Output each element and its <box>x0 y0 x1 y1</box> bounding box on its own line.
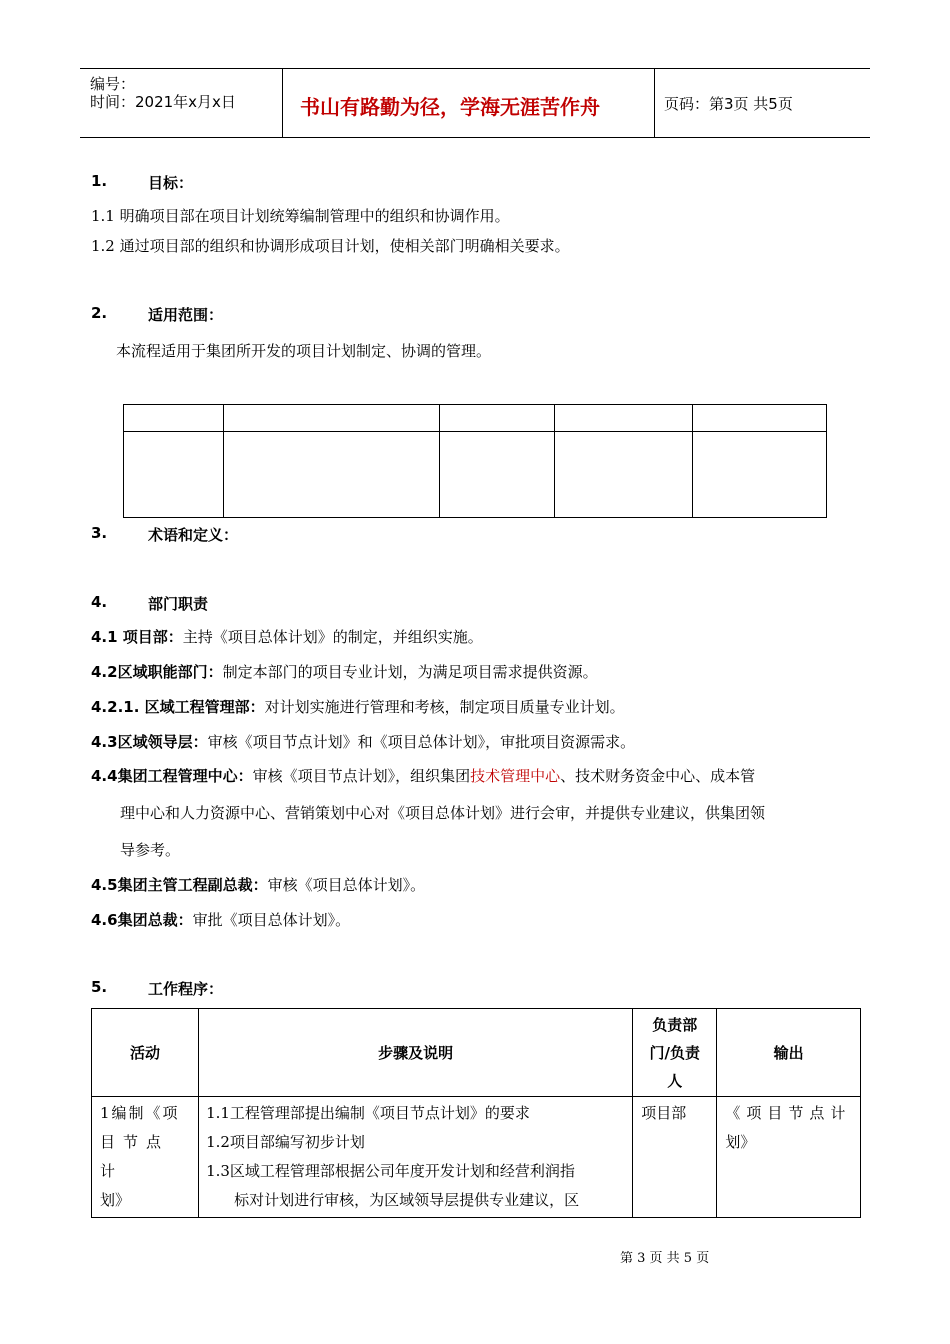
duty-text: 制定本部门的项目专业计划，为满足项目需求提供资源。 <box>222 663 598 681</box>
blank-table <box>123 404 827 518</box>
blank-cell <box>224 432 440 518</box>
cell-steps <box>199 1097 633 1218</box>
header-meta-cell <box>80 69 283 137</box>
step-line: 标对计划进行审核，为区域领导层提供专业建议，区 <box>234 1191 580 1209</box>
blank-cell <box>224 405 440 432</box>
blank-cell <box>124 432 224 518</box>
step-line: 1.3区域工程管理部根据公司年度开发计划和经营利润指 <box>206 1162 575 1180</box>
section-2-number: 2. <box>91 304 108 322</box>
duty-4-4-line-2: 理中心和人力资源中心、营销策划中心对《项目总体计划》进行会审，并提供专业建议，供集团领 <box>120 804 766 822</box>
header-owner <box>633 1009 717 1097</box>
document-header <box>80 68 870 138</box>
duty-label: 4.1 项目部： <box>91 628 183 646</box>
duty-label: 4.4集团工程管理中心： <box>91 767 253 785</box>
section-5-title: 工作程序： <box>148 980 224 998</box>
duty-text: 审核《项目总体计划》。 <box>267 876 426 894</box>
cell-activity <box>92 1097 199 1218</box>
section-2-body: 本流程适用于集团所开发的项目计划制定、协调的管理。 <box>116 342 492 360</box>
duty-text: 审核《项目节点计划》和《项目总体计划》，审批项目资源需求。 <box>207 733 636 751</box>
step-line: 1.2项目部编写初步计划 <box>206 1133 365 1151</box>
duty-4-2 <box>91 661 598 682</box>
blank-cell <box>693 432 827 518</box>
header-motto-cell <box>282 69 655 137</box>
section-5-number: 5. <box>91 978 108 996</box>
cell-output <box>717 1097 861 1218</box>
duty-text: 、技术财务资金中心、成本管 <box>560 767 756 785</box>
blank-cell <box>555 405 693 432</box>
blank-cell <box>555 432 693 518</box>
duty-text: 审批《项目总体计划》。 <box>192 911 351 929</box>
duty-label: 4.2区域职能部门： <box>91 663 223 681</box>
section-1-item-1: 1.1 明确项目部在项目计划统筹编制管理中的组织和协调作用。 <box>91 207 510 225</box>
procedure-table <box>91 1008 861 1218</box>
activity-line: 目节点计 <box>100 1133 170 1180</box>
section-4-number: 4. <box>91 593 108 611</box>
output-line: 《项目节点计 <box>725 1104 852 1122</box>
duty-4-1 <box>91 626 483 647</box>
section-4-title: 部门职责 <box>148 595 209 613</box>
duty-label: 4.3区域领导层： <box>91 733 208 751</box>
header-steps: 步骤及说明 <box>199 1009 633 1097</box>
header-page-cell <box>655 69 870 137</box>
header-owner-line: 负责部 <box>652 1015 698 1034</box>
duty-4-6 <box>91 909 350 930</box>
blank-cell <box>440 405 555 432</box>
duty-text: 审核《项目节点计划》，组织集团 <box>252 767 471 785</box>
header-output: 输出 <box>717 1009 861 1097</box>
header-owner-line: 人 <box>667 1071 683 1090</box>
duty-4-5 <box>91 874 425 895</box>
output-line: 划》 <box>725 1133 756 1151</box>
blank-cell <box>440 432 555 518</box>
activity-line: 1编制《项 <box>100 1104 180 1122</box>
header-owner-line: 门/负责 <box>649 1043 701 1062</box>
page-footer: 第 3 页 共 5 页 <box>620 1251 710 1266</box>
blank-cell <box>124 405 224 432</box>
duty-4-4-line-3: 导参考。 <box>120 841 181 859</box>
duty-label: 4.6集团总裁： <box>91 911 193 929</box>
header-activity: 活动 <box>92 1009 199 1097</box>
table-header-row <box>92 1009 861 1097</box>
step-line: 1.1工程管理部提出编制《项目节点计划》的要求 <box>206 1104 530 1122</box>
section-3-title: 术语和定义： <box>148 526 239 544</box>
blank-cell <box>693 405 827 432</box>
duty-text: 对计划实施进行管理和考核，制定项目质量专业计划。 <box>264 698 625 716</box>
duty-4-2-1 <box>91 696 625 717</box>
section-1-title: 目标： <box>148 174 194 192</box>
document-number-label: 编号： <box>90 75 136 93</box>
duty-label: 4.5集团主管工程副总裁： <box>91 876 268 894</box>
owner-text: 项目部 <box>641 1104 687 1122</box>
activity-line: 划》 <box>100 1191 131 1209</box>
section-3-number: 3. <box>91 524 108 542</box>
duty-label: 4.2.1. 区域工程管理部： <box>91 698 265 716</box>
document-time-label: 时间：2021年x月x日 <box>90 93 236 111</box>
section-1-item-2: 1.2 通过项目部的组织和协调形成项目计划，使相关部门明确相关要求。 <box>91 237 570 255</box>
section-1-number: 1. <box>91 172 108 190</box>
header-page-label: 页码：第3页 共5页 <box>664 95 793 113</box>
cell-owner <box>633 1097 717 1218</box>
table-row <box>92 1097 861 1218</box>
duty-text: 主持《项目总体计划》的制定，并组织实施。 <box>182 628 483 646</box>
section-2-title: 适用范围： <box>148 306 224 324</box>
duty-4-3 <box>91 731 635 752</box>
duty-4-4 <box>91 765 755 786</box>
duty-text-highlight: 技术管理中心 <box>470 767 561 785</box>
header-motto: 书山有路勤为径，学海无涯苦作舟 <box>300 95 600 119</box>
